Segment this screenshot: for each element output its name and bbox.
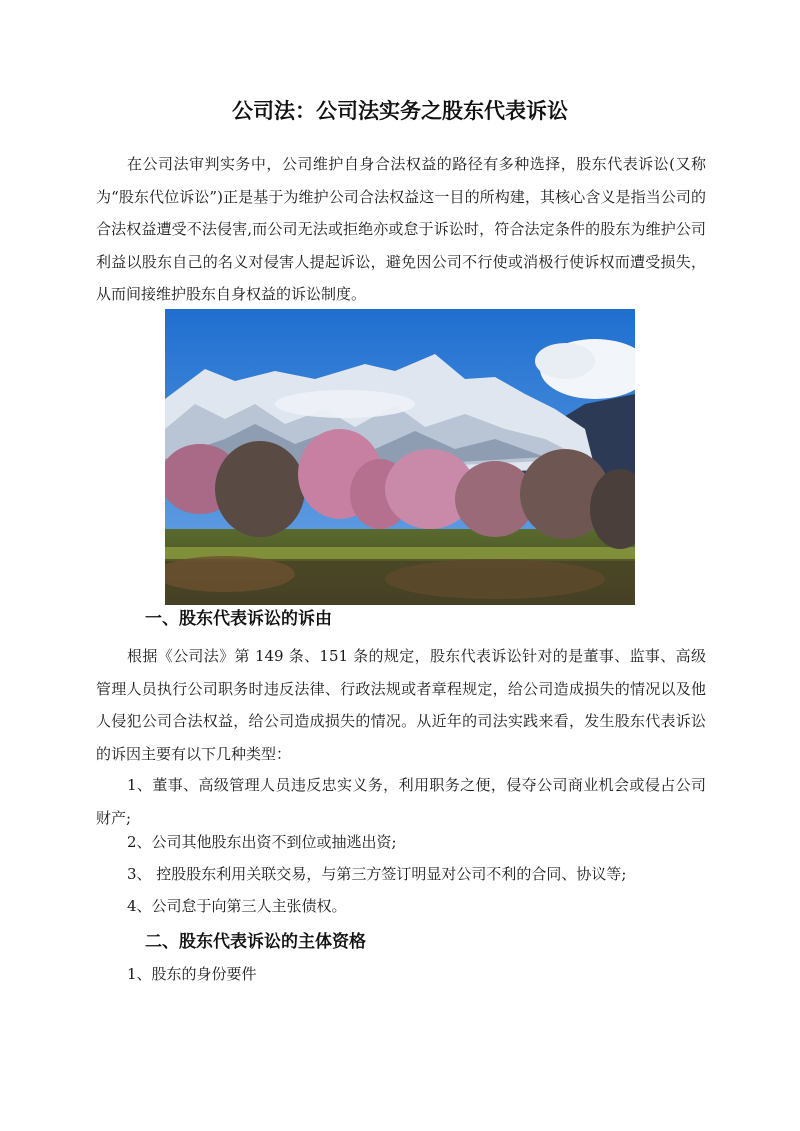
- section2-subheading: 1、股东的身份要件: [127, 965, 257, 983]
- list-item: 4、公司怠于向第三人主张债权。: [127, 897, 347, 915]
- list-item: 3、 控股股东利用关联交易，与第三方签订明显对公司不利的合同、协议等;: [127, 865, 627, 883]
- list-item: 1、董事、高级管理人员违反忠实义务，利用职务之便，侵夺公司商业机会或侵占公司财产;: [96, 776, 706, 827]
- list-item: 2、公司其他股东出资不到位或抽逃出资;: [127, 833, 397, 851]
- landscape-photo: [165, 309, 635, 605]
- section2-heading: 二、股东代表诉讼的主体资格: [145, 932, 366, 952]
- document-title: 公司法：公司法实务之股东代表诉讼: [232, 99, 568, 123]
- intro-paragraph: 在公司法审判实务中，公司维护自身合法权益的路径有多种选择，股东代表诉讼(又称为“股东代位诉讼”)正是基于为维护公司合法权益这一目的所构建，其核心含义是指当公司的合法权益遭受不法侵害,而公司无法或拒绝亦或怠于诉讼时，符合法定条件的股东为维护公司利益以股东自己的名义对侵害人提起诉讼，避免因公司不行使或消极行使诉权而遭受损失，从而间接维护股东自身权益的诉讼制度。: [96, 155, 706, 303]
- section1-heading: 一、股东代表诉讼的诉由: [145, 609, 332, 629]
- section1-body: 根据《公司法》第 149 条、151 条的规定，股东代表诉讼针对的是董事、监事、高级管理人员执行公司职务时违反法律、行政法规或者章程规定，给公司造成损失的情况以及他人侵犯公司合法权益，给公司造成损失的情况。从近年的司法实践来看，发生股东代表诉讼的诉因主要有以下几种类型：: [96, 647, 706, 763]
